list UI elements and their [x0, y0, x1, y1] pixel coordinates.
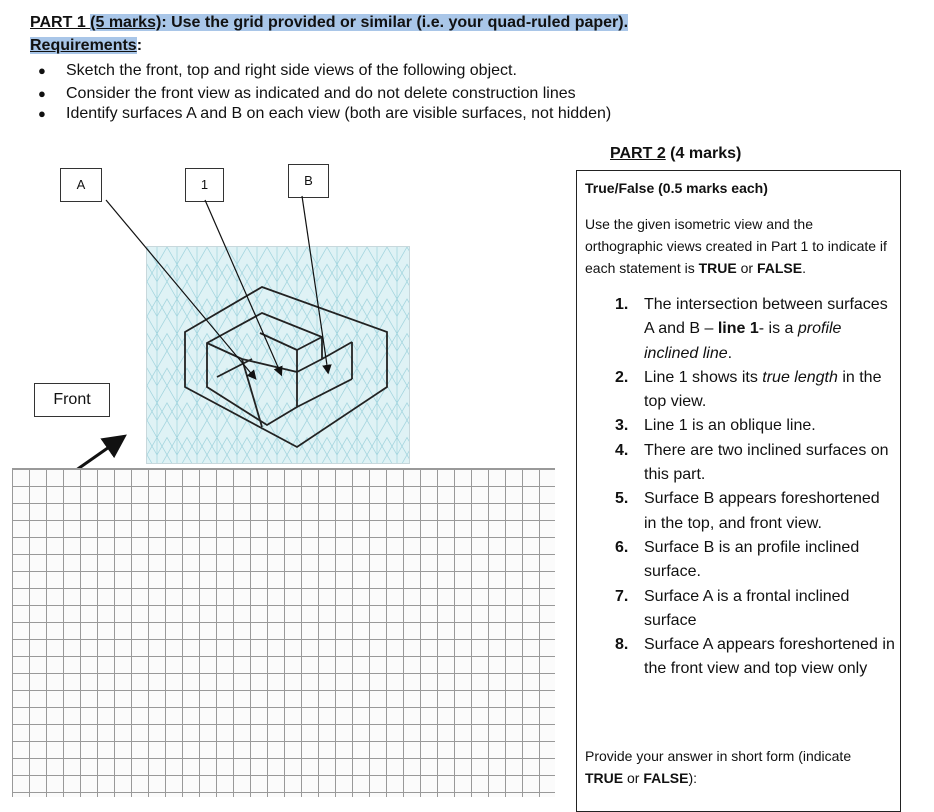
statement-number: 1. [615, 296, 629, 313]
statement-italic: true length [762, 368, 838, 386]
answer-false: FALSE [643, 770, 689, 786]
statement-text: Line 1 is an oblique line. [644, 417, 816, 435]
statement-item [615, 293, 895, 366]
statement-number: 7. [615, 587, 629, 605]
statement-text: Surface B appears foreshortened in the top, and front view. [644, 490, 880, 532]
statement-number: 4. [615, 441, 629, 459]
requirement-text: Consider the front view as indicated and do not delete construction lines [66, 85, 576, 102]
part2-title-marks: (4 marks) [665, 145, 742, 162]
statement-item [615, 439, 895, 488]
front-label-text: Front [53, 391, 91, 408]
intro-false: FALSE [756, 260, 803, 276]
statement-italic: profile inclined line [644, 320, 842, 362]
statement-item [615, 366, 895, 415]
statement-item [615, 414, 895, 438]
requirements-label: Requirements [30, 37, 137, 54]
intro-true: TRUE [698, 260, 737, 276]
intro-end: . [802, 260, 806, 276]
statement-text: Line 1 shows its [644, 368, 763, 386]
statement-number: 8. [615, 636, 629, 654]
requirement-text: Identify surfaces A and B on each view (both are visible surfaces, not hidden) [66, 105, 612, 122]
sketch-grid[interactable] [12, 468, 555, 797]
statement-text: Surface B is an profile inclined surface. [644, 538, 860, 581]
statement-text: There are two inclined surfaces on this part. [644, 441, 889, 484]
statement-item [615, 536, 895, 585]
part2-intro [585, 213, 890, 279]
leader-a [106, 200, 255, 378]
part1-title-rest: Use the grid provided or similar (i.e. your quad-ruled paper). [166, 14, 629, 31]
statement-number: 5. [615, 490, 629, 508]
label-1-text: 1 [200, 177, 209, 192]
statement-text: . [727, 344, 733, 362]
part2-title-prefix: PART 2 [610, 145, 666, 162]
part1-title-colon: : [161, 14, 167, 31]
label-b-text: B [304, 173, 313, 188]
leader-b [302, 196, 328, 372]
statement-text: Surface A appears foreshortened in the front view and top view only [644, 636, 895, 678]
answer-instruction [585, 745, 890, 789]
true-false-subtitle: True/False (0.5 marks each) [585, 180, 768, 196]
intro-or: or [736, 260, 757, 276]
true-false-box [576, 170, 901, 812]
statement-text: - is a [758, 320, 798, 338]
statement-number: 2. [615, 368, 629, 386]
part1-title-prefix: PART 1 [30, 14, 91, 31]
requirements-colon: : [136, 37, 143, 54]
statement-list [615, 293, 895, 682]
statement-text: in the top view. [644, 368, 882, 411]
statement-number: 3. [615, 417, 629, 435]
requirement-text: Sketch the front, top and right side views of the following object. [66, 62, 517, 79]
statement-item [615, 487, 895, 536]
answer-text: Provide your answer in short form (indicate [585, 748, 852, 764]
statement-item [615, 585, 895, 634]
statement-bold: line 1 [717, 320, 759, 338]
leader-1 [205, 200, 281, 374]
label-a-text: A [76, 177, 86, 192]
part2-title [610, 145, 741, 163]
answer-or: or [623, 770, 644, 786]
answer-true: TRUE [585, 770, 624, 786]
statement-text: Surface A is a frontal inclined surface [644, 587, 850, 629]
statement-text: The intersection between surfaces A and B – [644, 296, 888, 338]
intro-text: Use the given isometric view and the orthographic views created in Part 1 to indicate if each statement is [585, 216, 887, 276]
statement-number: 6. [615, 538, 629, 556]
part1-title-marks: (5 marks) [90, 14, 162, 31]
statement-item [615, 633, 895, 682]
answer-end: ): [688, 770, 698, 786]
